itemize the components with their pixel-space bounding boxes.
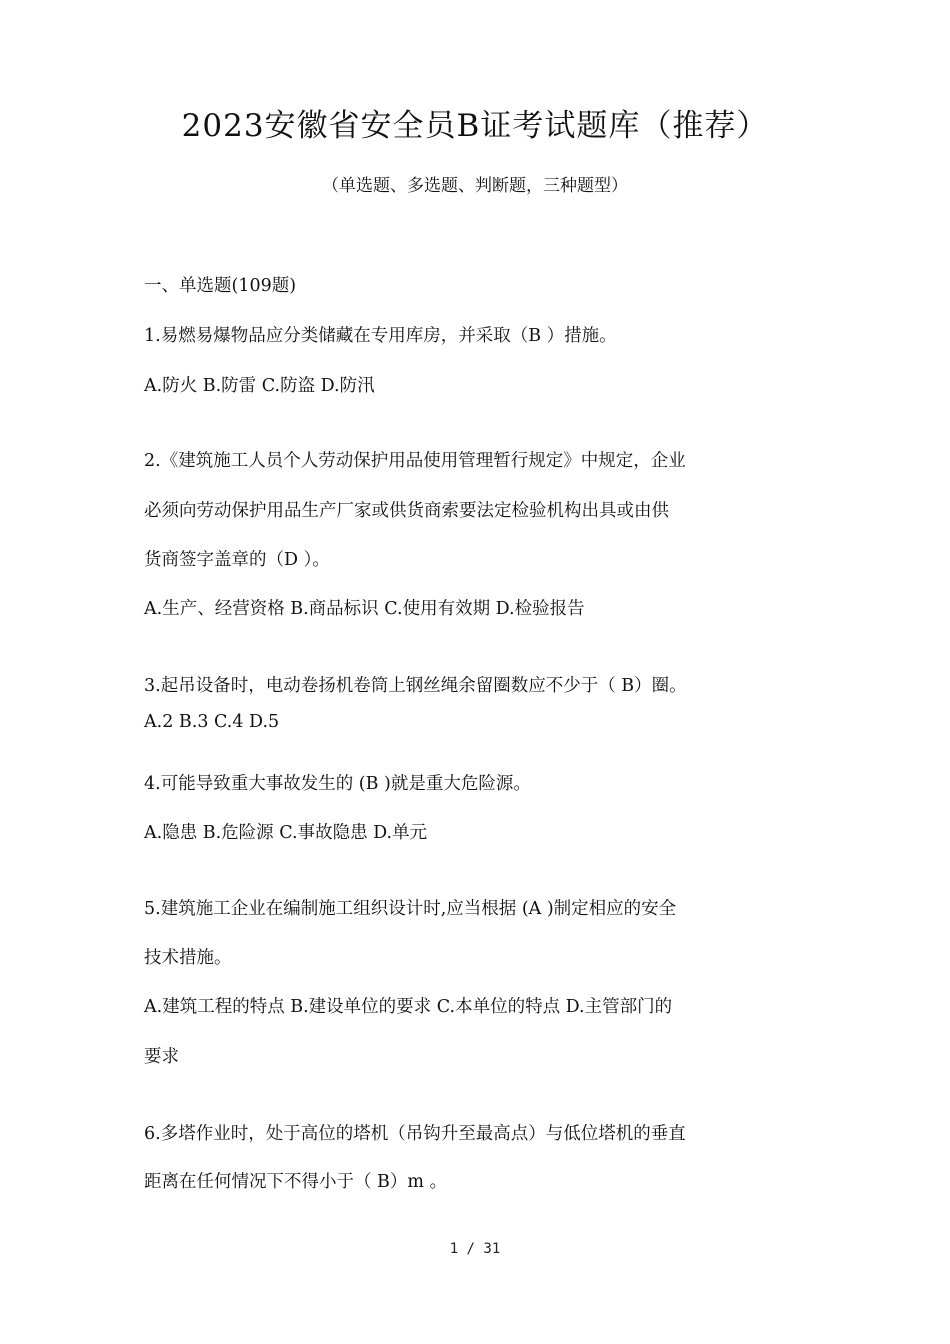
document-subtitle: （单选题、多选题、判断题，三种题型） bbox=[322, 176, 628, 196]
document-title: 2023安徽省安全员B证考试题库（推荐） bbox=[181, 108, 769, 144]
question-3-text: 3.起吊设备时，电动卷扬机卷筒上钢丝绳余留圈数应不少于（ B）圈。 bbox=[144, 676, 687, 696]
page-number: 1 / 31 bbox=[449, 1241, 501, 1257]
question-6-text-line-2: 距离在任何情况下不得小于（ B）m 。 bbox=[144, 1172, 448, 1192]
question-5-text-line-1: 5.建筑施工企业在编制施工组织设计时,应当根据 (A )制定相应的安全 bbox=[144, 899, 677, 919]
question-4-options: A.隐患 B.危险源 C.事故隐患 D.单元 bbox=[144, 823, 428, 843]
question-4-text: 4.可能导致重大事故发生的 (B )就是重大危险源。 bbox=[144, 774, 531, 794]
question-5-text-line-2: 技术措施。 bbox=[144, 948, 232, 968]
question-5-options-line-2: 要求 bbox=[144, 1047, 179, 1067]
question-2-text-line-1: 2.《建筑施工人员个人劳动保护用品使用管理暂行规定》中规定，企业 bbox=[144, 451, 686, 471]
section-heading: 一、单选题(109题) bbox=[144, 276, 297, 296]
question-1-text: 1.易燃易爆物品应分类储藏在专用库房，并采取（B ）措施。 bbox=[144, 326, 617, 346]
question-6-text-line-1: 6.多塔作业时，处于高位的塔机（吊钩升至最高点）与低位塔机的垂直 bbox=[144, 1124, 686, 1144]
question-5-options-line-1: A.建筑工程的特点 B.建设单位的要求 C.本单位的特点 D.主管部门的 bbox=[144, 997, 673, 1017]
question-2-text-line-2: 必须向劳动保护用品生产厂家或供货商索要法定检验机构出具或由供 bbox=[144, 501, 669, 521]
question-1-options: A.防火 B.防雷 C.防盗 D.防汛 bbox=[144, 376, 375, 396]
question-3-options: A.2 B.3 C.4 D.5 bbox=[144, 712, 280, 732]
question-2-options: A.生产、经营资格 B.商品标识 C.使用有效期 D.检验报告 bbox=[144, 599, 585, 619]
question-2-text-line-3: 货商签字盖章的（D ）。 bbox=[144, 550, 330, 570]
